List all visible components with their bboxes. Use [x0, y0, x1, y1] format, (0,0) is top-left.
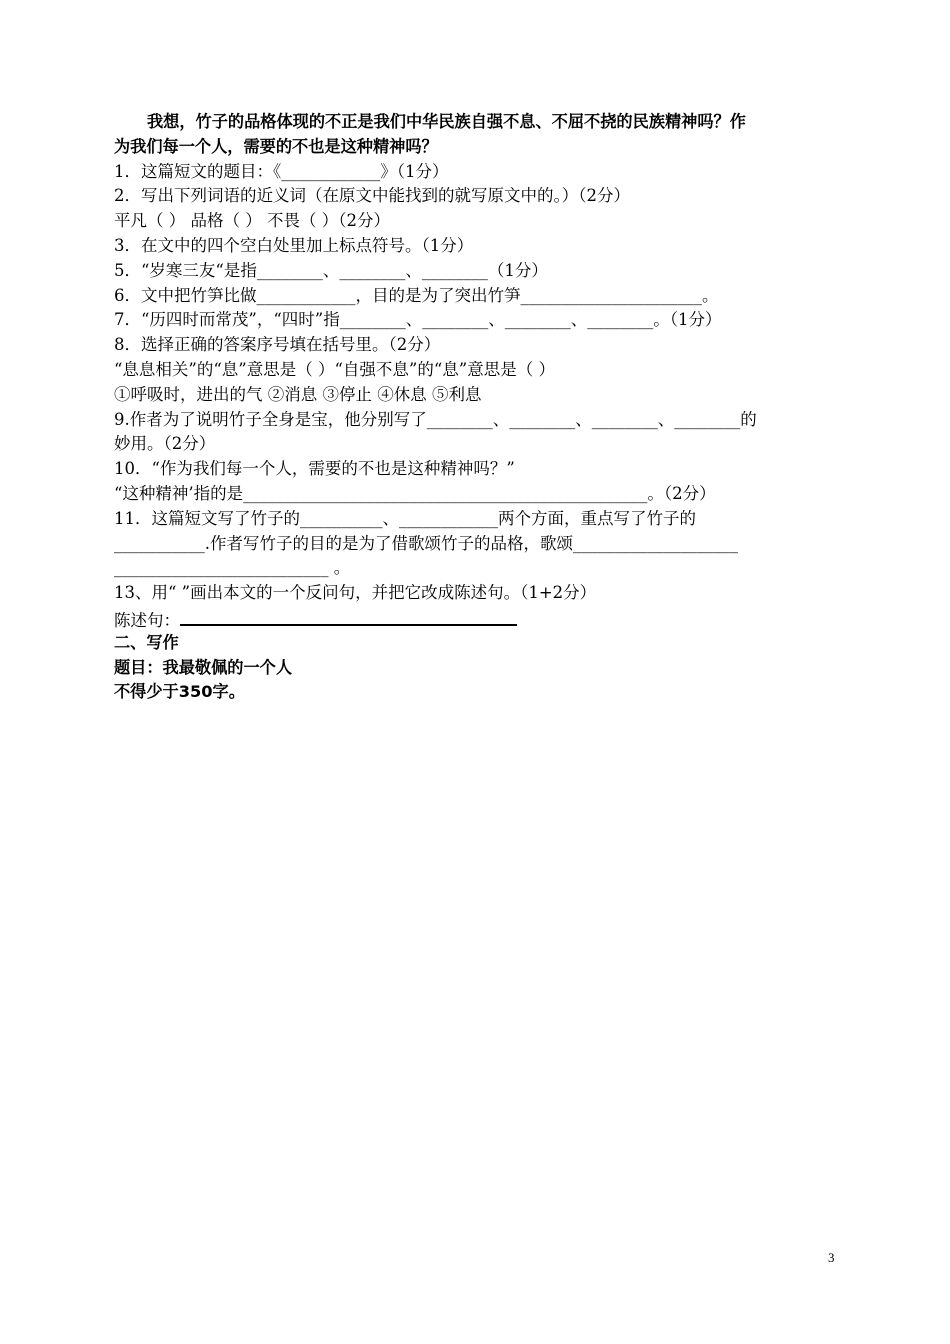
- writing-topic: 题目：我最敬佩的一个人: [114, 657, 293, 677]
- question-2-items: 平凡（ ） 品格（ ） 不畏（ ）（2分）: [114, 211, 390, 231]
- question-9-line-2: 妙用。（2分）: [114, 434, 216, 454]
- question-1: 1．这篇短文的题目：《____________》（1分）: [114, 161, 449, 181]
- question-13: 13、用“ ”画出本文的一个反问句，并把它改成陈述句。（1+2分）: [114, 583, 597, 603]
- question-11-line-2: ___________.作者写竹子的目的是为了借歌颂竹子的品格，歌颂____________________: [114, 533, 738, 553]
- question-10-line-2: “这种精神’指的是_________________________________________________。（2分）: [114, 483, 716, 503]
- question-3: 3．在文中的四个空白处里加上标点符号。（1分）: [114, 235, 474, 255]
- question-8-options: ①呼吸时，进出的气 ②消息 ③停止 ④休息 ⑤利息: [114, 384, 482, 404]
- question-8-prompt: “息息相关”的“息”意思是（ ）“自强不息”的“息”意思是（ ）: [114, 359, 555, 379]
- passage-closing-line-2: 为我们每一个人，需要的不也是这种精神吗？: [114, 136, 438, 156]
- question-6: 6．文中把竹笋比做____________，目的是为了突出竹笋______________________。: [114, 285, 719, 305]
- question-7: 7．“历四时而常茂”，“四时”指________、________、________、________。（1分）: [114, 310, 722, 330]
- question-9-line-1: 9.作者为了说明竹子全身是宝，他分别写了________、________、________、________的: [114, 409, 757, 429]
- question-11-line-3: __________________________ 。: [114, 558, 351, 578]
- writing-section-heading: 二、写作: [114, 632, 179, 652]
- document-page: [114, 110, 844, 705]
- statement-label: 陈述句：: [114, 610, 180, 630]
- page-number: 3: [828, 1250, 835, 1265]
- question-10-line-1: 10．“作为我们每一个人，需要的不也是这种精神吗？”: [114, 459, 515, 479]
- question-8: 8．选择正确的答案序号填在括号里。（2分）: [114, 335, 441, 355]
- answer-line-row: [114, 606, 844, 631]
- statement-answer-line: [180, 606, 517, 626]
- question-2: 2．写出下列词语的近义词（在原文中能找到的就写原文中的。）（2分）: [114, 186, 630, 206]
- question-11-line-1: 11．这篇短文写了竹子的__________、____________两个方面，重点写了竹子的: [114, 508, 696, 528]
- question-5: 5．“岁寒三友“是指________、________、________（1分）: [114, 260, 548, 280]
- writing-requirement: 不得少于350字。: [114, 682, 245, 702]
- passage-closing-line-1: 我想，竹子的品格体现的不正是我们中华民族自强不息、不屈不挠的民族精神吗？作: [147, 112, 746, 131]
